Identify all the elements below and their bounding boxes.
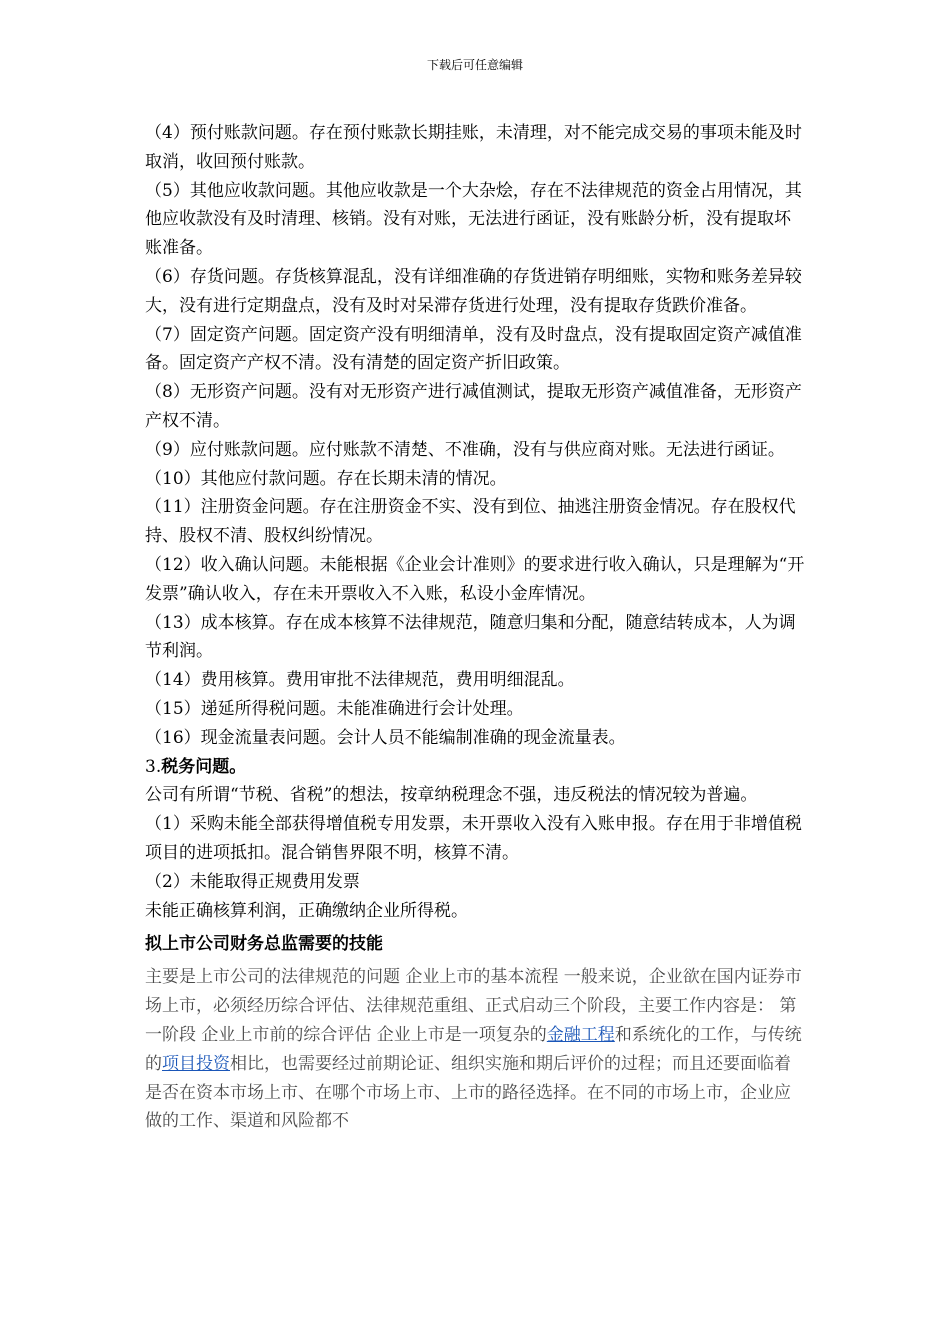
section-title: 拟上市公司财务总监需要的技能	[145, 934, 383, 955]
section-text-part3: 相比，也需要经过前期论证、组织实施和期后评价的过程；而且还要面临着是否在资本市场上市、在哪个市场上市、上市的路径选择。在不同的市场上市，企业应做的工作、渠道和风险都不	[145, 1053, 791, 1132]
tax-heading-title: 税务问题。	[161, 756, 247, 777]
list-item-cost-accounting: （13）成本核算。存在成本核算不法律规范，随意归集和分配，随意结转成本，人为调节利润。	[145, 612, 796, 662]
list-item-deferred-tax: （15）递延所得税问题。未能准确进行会计处理。	[145, 698, 524, 719]
section-text-part1: 主要是上市公司的法律规范的问题 企业上市的基本流程 一般来说，企业欲在国内证券市场上市，必须经历综合评估、法律规范重组、正式启动三个阶段，主要工作内容是： 第一阶段 企业上市前的综合评估 企业上市是一项复杂的	[145, 967, 802, 1045]
list-item-other-receivables: （5）其他应收款问题。其他应收款是一个大杂烩，存在不法律规范的资金占用情况，其他应收款没有及时清理、核销。没有对账，无法进行函证，没有账龄分析，没有提取坏账准备。	[145, 180, 802, 259]
list-item-revenue-recognition: （12）收入确认问题。未能根据《企业会计准则》的要求进行收入确认，只是理解为“开发票”确认收入，存在未开票收入不入账，私设小金库情况。	[145, 554, 805, 604]
document-body	[145, 119, 807, 1136]
section-text-part2: 和系统化的工作，与传统的	[145, 1024, 802, 1074]
list-item-intangible-assets: （8）无形资产问题。没有对无形资产进行减值测试，提取无形资产减值准备，无形资产产权不清。	[145, 382, 802, 431]
link-project-investment[interactable]: 项目投资	[162, 1053, 230, 1074]
link-financial-engineering[interactable]: 金融工程	[546, 1024, 615, 1045]
section-paragraph	[145, 963, 807, 1136]
list-item-fixed-assets: （7）固定资产问题。固定资产没有明细清单，没有及时盘点，没有提取固定资产减值准备。固定资产产权不清。没有清楚的固定资产折旧政策。	[145, 324, 802, 374]
tax-item-expense-invoices: （2）未能取得正规费用发票	[145, 871, 360, 892]
list-item-registered-capital: （11）注册资金问题。存在注册资金不实、没有到位、抽逃注册资金情况。存在股权代持、股权不清、股权纠纷情况。	[145, 497, 796, 547]
list-item-inventory: （6）存货问题。存货核算混乱，没有详细准确的存货进销存明细账，实物和账务差异较大，没有进行定期盘点，没有及时对呆滞存货进行处理，没有提取存货跌价准备。	[145, 266, 802, 316]
list-item-other-payables: （10）其他应付款问题。存在长期未清的情况。	[145, 468, 507, 489]
list-item-cash-flow: （16）现金流量表问题。会计人员不能编制准确的现金流量表。	[145, 727, 626, 748]
tax-item-income-tax: 未能正确核算利润，正确缴纳企业所得税。	[145, 900, 468, 921]
list-item-prepayments: （4）预付账款问题。存在预付账款长期挂账，未清理，对不能完成交易的事项未能及时取消，收回预付账款。	[145, 123, 802, 172]
tax-heading	[145, 753, 807, 782]
list-item-expense-accounting: （14）费用核算。费用审批不法律规范，费用明细混乱。	[145, 670, 575, 691]
page-header: 下载后可任意编辑	[426, 58, 523, 72]
tax-heading-number: 3.	[145, 756, 162, 777]
tax-intro: 公司有所谓“节税、省税”的想法，按章纳税理念不强，违反税法的情况较为普遍。	[145, 785, 758, 806]
tax-item-vat-invoices: （1）采购未能全部获得增值税专用发票，未开票收入没有入账申报。存在用于非增值税项目的进项抵扣。混合销售界限不明，核算不清。	[145, 814, 802, 863]
list-item-accounts-payable: （9）应付账款问题。应付账款不清楚、不准确，没有与供应商对账。无法进行函证。	[145, 439, 785, 460]
